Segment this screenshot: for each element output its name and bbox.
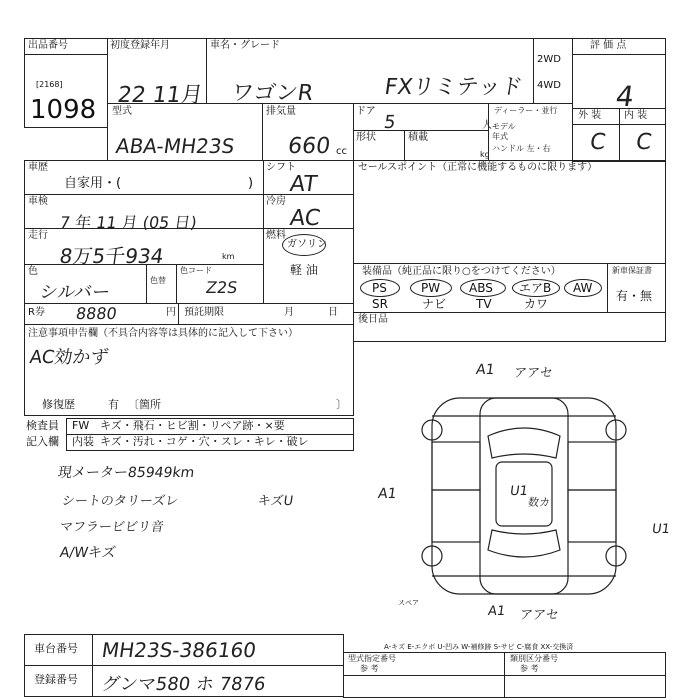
ac-label: 冷房 — [266, 196, 286, 207]
sales-label: セールスポイント（正常に機能するものに限ります） — [358, 162, 598, 173]
eval-label: 評 価 点 — [590, 40, 627, 51]
left-door-front — [432, 442, 480, 490]
color-code-label: 色コード — [180, 266, 212, 275]
inspection-value: 7 年 11 月 (05 日) — [58, 213, 199, 232]
mark-roof-sub: 数カ — [527, 496, 551, 509]
equip-navi: ナビ — [422, 297, 447, 311]
color-code-value: Z2S — [204, 278, 239, 297]
equipment-label: 装備品（純正品に限り○をつけてください） — [362, 266, 561, 277]
interior-text: キズ・汚れ・コゲ・穴・スレ・キレ・破レ — [100, 435, 309, 448]
class-label: 類別区分番号 — [510, 654, 558, 663]
notes-label: 注意事項申告欄（不具合内容等は具体的に記入して下さい） — [28, 328, 298, 339]
exterior-grade: C — [588, 130, 608, 155]
approval-label: 型式指定番号 — [348, 654, 396, 663]
repair-have: 有 — [108, 398, 119, 411]
door-value: 5 — [382, 112, 397, 133]
people-unit: 人 — [482, 120, 492, 131]
rear-windshield — [488, 530, 560, 557]
equip-pw: PW — [421, 281, 441, 295]
drive-2wd: 2WD — [537, 54, 561, 65]
hw-note-2: シートのタリーズレ — [60, 494, 180, 509]
mark-left-side: A1 — [376, 486, 398, 502]
equip-aw: AW — [573, 281, 593, 295]
recycle-value: 8880 — [74, 304, 119, 323]
model-label: モデル — [492, 122, 516, 131]
disp-label: 排気量 — [266, 106, 296, 117]
grade-value: FXリミテッド — [382, 75, 525, 100]
inspection-label: 車検 — [28, 196, 48, 207]
mark-right-mid: U1 — [650, 522, 671, 537]
color-label: 色 — [28, 266, 38, 277]
class-ref: 参 考 — [520, 664, 539, 673]
mileage-label: 走行 — [28, 230, 48, 241]
mark-rear-center: アアセ — [518, 608, 560, 623]
repair-label: 修復歴 — [42, 398, 75, 411]
mark-middle: キズU — [256, 494, 295, 509]
interior-row-label: 内装 — [72, 435, 94, 448]
after-box — [353, 312, 666, 342]
first-reg-label: 初度登録年月 — [110, 40, 170, 51]
interior-label: 内 装 — [624, 110, 648, 121]
dealer-label: ディーラー・並行 — [494, 106, 558, 115]
deadline-month: 月 — [284, 307, 294, 318]
ac-value: AC — [288, 206, 322, 231]
capacity-unit: kg — [480, 150, 490, 159]
warranty-label: 新車保証書 — [612, 266, 652, 275]
hw-note-1: 現メーター85949km — [56, 465, 196, 481]
repair-place: 〔箇所 — [128, 398, 161, 411]
car-name-label: 車名・グレード — [210, 40, 280, 51]
exterior-label: 外 装 — [578, 110, 602, 121]
warranty-value: 有・無 — [616, 289, 653, 303]
chassis-label: 車台番号 — [34, 642, 78, 655]
legend-text: A-キズ E-エクボ U-凹み W-補修跡 S-サビ C-腐食 XX-交換済 — [384, 643, 574, 651]
chassis-value: MH23S-386160 — [100, 638, 258, 662]
repair-close: 〕 — [336, 398, 347, 411]
mark-roof-center: U1 — [508, 484, 529, 499]
mark-front-left: A1 — [474, 362, 496, 378]
hw-note-3: マフラービビリ音 — [58, 520, 165, 535]
notes-value: AC効かず — [28, 347, 110, 368]
fuel-oil: 軽 油 — [290, 263, 318, 277]
right-door-rear — [568, 490, 616, 542]
disp-value: 660 — [286, 134, 332, 159]
fuel-label: 燃料 — [266, 230, 286, 241]
capacity-label: 積載 — [408, 132, 428, 143]
deadline-day: 日 — [328, 307, 338, 318]
front-windshield — [488, 428, 560, 458]
eval-score: 4 — [613, 80, 637, 113]
equip-sr: SR — [372, 297, 388, 311]
history-close: ) — [248, 176, 254, 191]
sales-box — [353, 160, 666, 264]
reg-label: 登録番号 — [34, 673, 78, 686]
interior-grade: C — [634, 130, 654, 155]
mileage-value: 8万5千934 — [58, 244, 166, 268]
door-label: ドア — [356, 106, 376, 117]
lot-number: 1098 — [30, 95, 97, 125]
equip-tv: TV — [476, 297, 492, 311]
fuel-gas: ガソリン — [287, 239, 327, 250]
mileage-unit: km — [222, 252, 235, 261]
type-label: 型式 — [112, 106, 132, 117]
type-value: ABA-MH23S — [114, 134, 236, 158]
fw-label: FW — [72, 419, 90, 432]
right-door-front — [568, 442, 616, 490]
color-change-label: 色替 — [150, 276, 166, 285]
equip-airbag: エアB — [519, 281, 552, 295]
left-door-rear — [432, 490, 480, 542]
fw-text: キズ・飛石・ヒビ割・リペア跡・×要 — [100, 419, 285, 432]
equip-leather: カワ — [524, 297, 549, 311]
after-label: 後日品 — [358, 314, 388, 325]
hw-note-4: A/Wキズ — [58, 545, 117, 561]
approval-ref: 参 考 — [360, 664, 379, 673]
year-label: 年式 — [492, 132, 508, 141]
inspector-label2: 記入欄 — [26, 435, 59, 448]
lot-sub: [2168] — [36, 80, 63, 89]
first-reg-value: 22 11月 — [115, 83, 205, 108]
disp-unit: cc — [336, 146, 347, 157]
recycle-unit: 円 — [166, 307, 176, 318]
mark-rear-left: A1 — [486, 604, 507, 619]
inspector-label1: 検査員 — [26, 419, 59, 432]
mark-front-right2: アアセ — [512, 366, 554, 381]
equip-abs: ABS — [469, 281, 493, 295]
deadline-label: 預託期限 — [184, 307, 224, 318]
color-value: シルバー — [38, 282, 112, 303]
drive-box — [533, 38, 573, 104]
reg-value: グンマ580 ホ 7876 — [100, 674, 267, 695]
history-label: 車歴 — [28, 162, 48, 173]
history-value: 自家用・( — [64, 176, 122, 191]
shift-label: シフト — [266, 162, 296, 173]
drive-4wd: 4WD — [537, 80, 561, 91]
recycle-label: R券 — [28, 307, 45, 318]
shape-label: 形状 — [356, 132, 376, 143]
handle-label: ハンドル 左・右 — [492, 144, 551, 153]
shift-value: AT — [288, 172, 319, 197]
lot-label: 出品番号 — [28, 40, 68, 51]
car-name-value: ワゴンR — [229, 81, 315, 106]
equip-ps: PS — [372, 281, 387, 295]
spare-label: スペア — [398, 599, 419, 607]
